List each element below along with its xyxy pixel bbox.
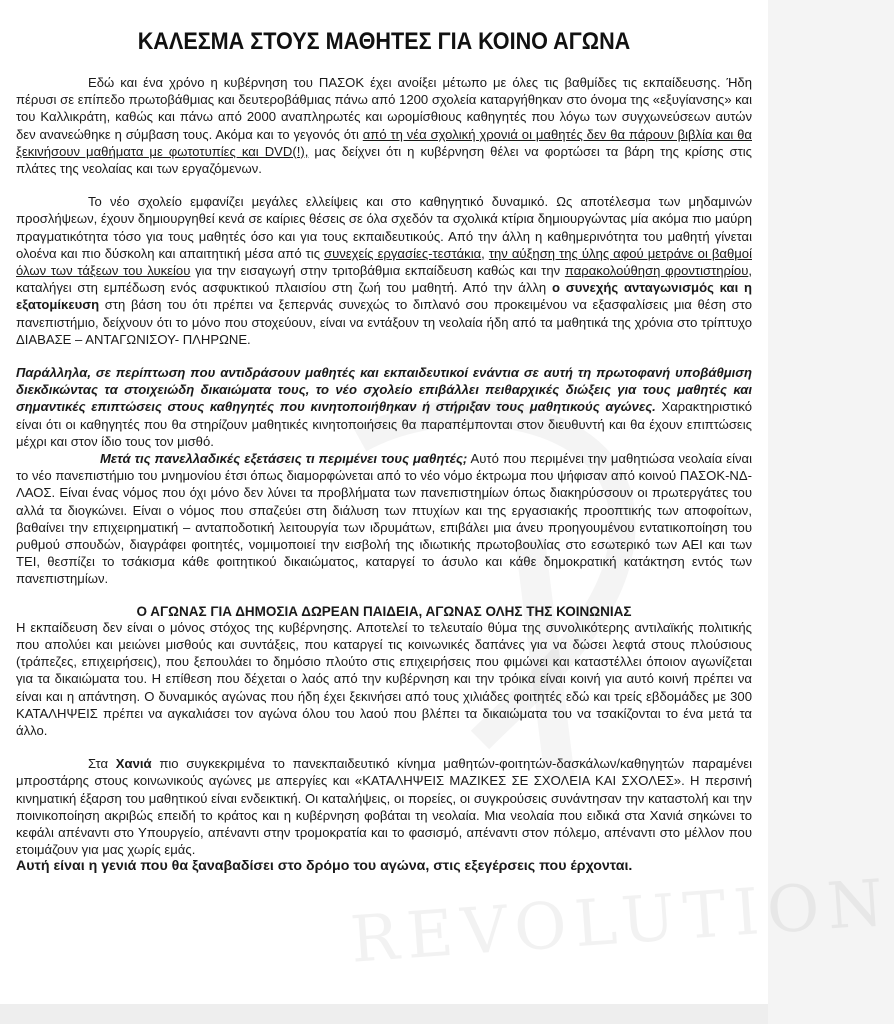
- underlined-text: συνεχείς εργασίες-τεστάκια: [324, 245, 482, 261]
- bold-italic-text: Παράλληλα, σε περίπτωση που αντιδράσουν μαθητές και εκπαιδευτικοί ενάντια σε αυτή τη πρωτοφανή υποβάθμιση διεκδικώντας τα στοιχειώδη δικαιώματα τους, το νέο σχολείο επιβάλλει πειθαρχικές διώξεις για τους μαθητές και σημαντικές επιπτώσεις στους καθηγητές που κινητοποιήθηκαν ή στήριξαν τους μαθητικούς αγώνες.: [16, 365, 752, 415]
- paragraph-society: Η εκπαίδευση δεν είναι ο μόνος στόχος της κυβέρνησης. Αποτελεί το τελευταίο θύμα της συνολικότερης αντιλαϊκής πολιτικής που απολύει και μειώνει μισθούς και συντάξεις, που καταργεί τις κοινωνικές δαπάνες για να δώσει λεφτά στους πλούσιους (τράπεζες, επιχειρήσεις), που ξεπουλάει το δημόσιο πλούτο στις επιχειρήσεις που φιμώνει και καταστέλλει όποιον αγωνίζεται για τα δικαιώματα του. Η επίθεση που δέχεται ο λαός από την κυβέρνηση και την τρόικα είναι κοινή για αυτό κοινή πρέπει να είναι και η απάντηση. Ο δυναμικός αγώνας που ήδη έχει ξεκινήσει από τους χιλιάδες φοιτητές εδώ και τρείς εβδομάδες με 300 ΚΑΤΑΛΗΨΕΙΣ πρέπει να αγκαλιάσει τον αγώνα όλου του λαού που βλέπει τα δικαιώματα του να τσακίζονται το ένα μετά τα άλλο.: [16, 619, 752, 738]
- underlined-text: παρακολούθηση φροντιστηρίου: [564, 263, 749, 279]
- document-title: ΚΑΛΕΣΜΑ ΣΤΟΥΣ ΜΑΘΗΤΕΣ ΓΙΑ ΚΟΙΝΟ ΑΓΩΝΑ: [137, 28, 631, 55]
- paragraph-new-school: Το νέο σχολείο εμφανίζει μεγάλες ελλείψεις και στο καθηγητικό δυναμικό. Ως αποτέλεσμα των μηδαμινών προσλήψεων, έχουν δημιουργηθεί κενά σε καίριες θέσεις σε όλα σχεδόν τα σχολικά κτίρια δημιουργώντας μία ακόμα πιο μαύρη πραγματικότητα τόσο για τους μαθητές όσο και για τους εκπαιδευτικούς. Από την άλλη η καθημερινότητα του μαθητή γίνεται ολοένα και πιο δύσκολη και απαιτητική μέσα από τις συνεχείς εργασίες-τεστάκια, την αύξηση της ύλης αφού μετράνε οι βαθμοί όλων των τάξεων του λυκείου για την εισαγωγή στην τριτοβάθμια εκπαίδευση καθώς και την παρακολούθηση φροντιστηρίου, καταλήγει στη εμπέδωση ενός ασφυκτικού πλαισίου στη ζωή του μαθητή. Από την άλλη ο συνεχής ανταγωνισμός και η εξατομίκευση στη βάση του ότι πρέπει να ξεπερνάς συνεχώς το διπλανό σου προκειμένου να εξασφαλίσεις μια θέση στο πανεπιστήμιο, δείχνουν ότι το μόνο που στοχεύουν, είναι να εντάξουν τη νεολαία ήδη από τα μαθητικά της χρόνια στο τρίπτυχο ΔΙΑΒΑΣΕ – ΑΝΤΑΓΩΝΙΣΟΥ- ΠΛΗΡΩΝΕ.: [16, 194, 752, 347]
- bold-italic-text: Μετά τις πανελλαδικές εξετάσεις τι περιμένει τους μαθητές;: [100, 451, 468, 467]
- bold-text: Χανιά: [115, 756, 152, 772]
- paragraph-university: Μετά τις πανελλαδικές εξετάσεις τι περιμένει τους μαθητές; Αυτό που περιμένει την μαθητιώσα νεολαία είναι το νέο πανεπιστήμιο του μνημονίου έτσι όπως διαμορφώνεται από το νέο νόμο έκτρωμα που ψήφισαν από κοινού ΠΑΣΟΚ-ΝΔ-ΛΑΟΣ. Είναι ένας νόμος που όχι μόνο δεν λύνει τα προβλήματα των πανεπιστημίων όπως διακηρύσσουν οι πρωτεργάτες του αλλά τα διογκώνει. Είναι ο νόμος που σπαζεύει στη διάλυση των πτυχίων και της εργασιακής προοπτικής των αποφοίτων, βαθαίνει την επιχειρηματική – ανταποδοτική λειτουργία των ιδρυμάτων, επιβάλει μια άνευ προηγουμένου εντατικοποίηση του ρυθμού σπουδών, διαγράφει φοιτητές, νομιμοποιεί την εισβολή της ιδιωτικής πρωτοβουλίας στο εσωτερικό των ΑΕΙ και των ΤΕΙ, θεσπίζει το τσάκισμα κάθε φοιτητικού δικαιώματος, καταργεί το άσυλο και κάθε δημοκρατική κατάκτηση εντός των πανεπιστημίων.: [16, 451, 752, 587]
- section-heading: Ο ΑΓΩΝΑΣ ΓΙΑ ΔΗΜΟΣΙΑ ΔΩΡΕΑΝ ΠΑΙΔΕΙΑ, ΑΓΩΝΑΣ ΟΛΗΣ ΤΗΣ ΚΟΙΝΩΝΙΑΣ: [136, 603, 632, 619]
- underlined-text: από τη νέα σχολική χρονιά οι μαθητές δεν θα πάρουν βιβλία και θα ξεκινήσουν μαθήματα με φωτοτυπίες και DVD(!),: [16, 126, 752, 159]
- paragraph-chania: Στα Χανιά πιο συγκεκριμένα το πανεκπαιδευτικό κίνημα μαθητών-φοιτητών-δασκάλων/καθηγητών παραμένει μπροστάρης στους κοινωνικούς αγώνες με απεργίες και «ΚΑΤΑΛΗΨΕΙΣ ΜΑΖΙΚΕΣ ΣΕ ΣΧΟΛΕΙΑ ΚΑΙ ΣΧΟΛΕΣ». Η περσινή κινηματική έξαρση του μαθητικού είναι ενδεικτική. Οι καταλήψεις, οι πορείες, οι συγκρούσεις συνάντησαν την καταστολή και την ποινικοποίηση ακριβώς επειδή το κράτος και η κυβέρνηση φοβάται τη νεολαία. Μια νεολαία που ειδικά στα Χανιά σηκώνει το κεφάλι απέναντι στο Υπουργείο, απέναντι στην τρομοκρατία και το φασισμό, απέναντι στον πόλεμο, απέναντι στο μέλλον που ετοιμάζουν για μας χωρίς εμάς.: [16, 756, 752, 858]
- underlined-text: την αύξηση της ύλης αφού μετράνε οι βαθμοί όλων των τάξεων του λυκείου: [16, 245, 752, 279]
- paragraph-discipline: Παράλληλα, σε περίπτωση που αντιδράσουν μαθητές και εκπαιδευτικοί ενάντια σε αυτή τη πρωτοφανή υποβάθμιση διεκδικώντας τα στοιχειώδη δικαιώματα τους, το νέο σχολείο επιβάλλει πειθαρχικές διώξεις για τους μαθητές και σημαντικές επιπτώσεις στους καθηγητές που κινητοποιήθηκαν ή στήριξαν τους μαθητικούς αγώνες. Χαρακτηριστικό είναι ότι οι καθηγητές που θα στηρίζουν μαθητικές κινητοποιήσεις θα παραπέμπονται στον διευθυντή και θα έχουν επιπτώσεις μέχρι και στον ίδιο τους τον μισθό.: [16, 365, 752, 449]
- watermark-text: REVOLUTION: [348, 866, 894, 978]
- paragraph-intro: Εδώ και ένα χρόνο η κυβέρνηση του ΠΑΣΟΚ έχει ανοίξει μέτωπο με όλες τις βαθμίδες τις εκπαίδευσης. Ήδη πέρυσι σε επίπεδο πρωτοβάθμιας και δευτεροβάθμιας πάνω από 1200 σχολεία καταργήθηκαν στο όνομα της «εξυγίανσης» και του Καλλικράτη, καθώς και πάνω από 2000 αναπληρωτές και ωρομίσθιους καθηγητές που λόγω των συγχωνεύσεων αυτών δεν ανανεώθηκε η σύμβαση τους. Ακόμα και το γεγονός ότι από τη νέα σχολική χρονιά οι μαθητές δεν θα πάρουν βιβλία και θα ξεκινήσουν μαθήματα με φωτοτυπίες και DVD(!), μας δείχνει ότι η κυβέρνηση θέλει να φορτώσει τα βάρη της κρίσης στις πλάτες της νεολαίας και των εργαζόμενων.: [16, 75, 752, 177]
- closing-statement: Αυτή είναι η γενιά που θα ξαναβαδίσει στο δρόμο του αγώνα, στις εξεγέρσεις που έρχονται.: [16, 858, 633, 875]
- bold-text: ο συνεχής ανταγωνισμός και η εξατομίκευση: [16, 280, 752, 313]
